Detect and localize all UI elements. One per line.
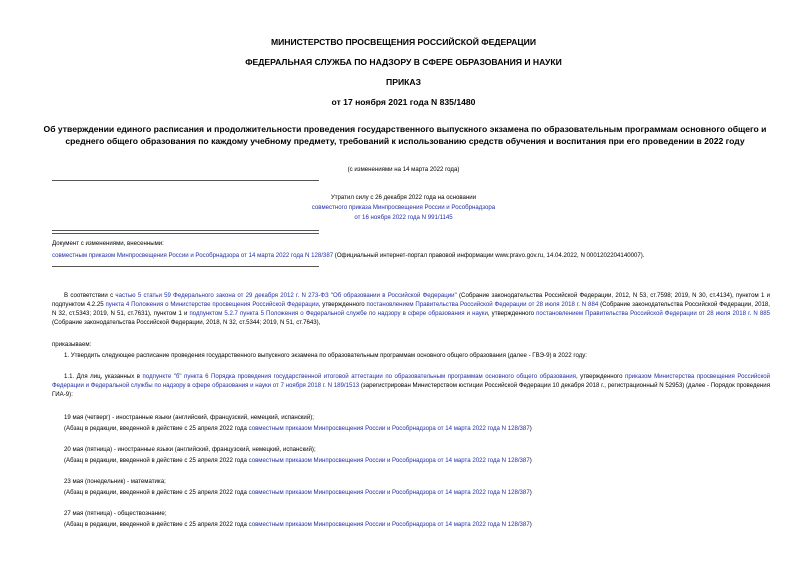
schedule-entry: 23 мая (понедельник) - математика;	[64, 478, 166, 485]
law-273-link[interactable]: частью 5 статьи 59 Федерального закона от 29 декабря 2012 г. N 273-ФЗ "Об образовании в Российской Федерации"	[115, 292, 457, 299]
service-regulation-link[interactable]: подпунктом 5.2.7 пункта 5 Положения о Федеральной службе по надзору в сфере образования и науки	[189, 309, 488, 317]
lost-force-block	[0, 193, 807, 223]
item-1-1-text: (зарегистрирован Министерством юстиции Российской Федерации 10 декабря 2018 г., регистрационный N 52953) (далее - Порядок проведения ГИА-9):	[52, 381, 770, 398]
resolution-885-link[interactable]: постановлением Правительства Российской Федерации от 28 июля 2018 г. N 885	[536, 309, 770, 317]
lost-force-text: Утратил силу с 26 декабря 2022 года на основании	[330, 194, 477, 201]
order-word: приказываем:	[52, 341, 92, 348]
order-189-1513-link[interactable]: приказом Министерства просвещения Российской Федерации и Федеральной службы по надзору в сфере образования и науки от 7 ноября 2018 г. N 189/1513	[52, 373, 771, 389]
edit-note	[64, 457, 782, 466]
edit-note-text: )	[529, 425, 532, 432]
edit-note-link[interactable]: совместным приказом Минпросвещения России и Рособрнадзора от 14 марта 2022 года N 128/387	[248, 457, 530, 464]
schedule-entry: 27 мая (пятница) - обществознание;	[64, 510, 167, 517]
doc-type-heading: ПРИКАЗ	[386, 77, 421, 87]
changes-doc-source: (Официальный интернет-портал правовой информации www.pravo.gov.ru, 14.04.2022, N 0001202204140007).	[333, 252, 645, 259]
divider-line	[52, 233, 319, 234]
item-1-1-paragraph	[52, 373, 770, 400]
changes-doc-label: Документ с изменениями, внесенными:	[52, 240, 164, 247]
preamble-text: , утвержденного	[487, 309, 537, 317]
edit-note-text: )	[529, 521, 532, 528]
edit-note-link[interactable]: совместным приказом Минпросвещения России и Рособрнадзора от 14 марта 2022 года N 128/387	[248, 425, 530, 432]
item-1: 1. Утвердить следующее расписание проведения государственного выпускного экзамена по образовательным программам основного общего образования (далее - ГВЭ-9) в 2022 году:	[64, 352, 588, 359]
changes-doc-link[interactable]: совместным приказом Минпросвещения России и Рособрнадзора от 14 марта 2022 года N 128/387	[52, 252, 334, 259]
preamble-text: (Собрание законодательства Российской Федерации, 2018, N 32, ст.5343; 2019, N 51, ст.7631), пунктом 1 и	[52, 300, 770, 317]
changes-doc-line	[52, 252, 770, 261]
item-1-1-text: , утвержденного	[575, 373, 626, 380]
preamble-text: (Собрание законодательства Российской Федерации, 2012, N 53, ст.7598; 2019, N 30, ст.4134), пунктом 1 и подпунктом 4.2.25	[52, 292, 770, 308]
date-number-heading: от 17 ноября 2021 года N 835/1480	[331, 97, 476, 107]
edit-note-link[interactable]: совместным приказом Минпросвещения России и Рособрнадзора от 14 марта 2022 года N 128/387	[248, 521, 530, 528]
preamble-text: В соответствии с	[64, 292, 116, 299]
edit-note-text: (Абзац в редакции, введенной в действие с 25 апреля 2022 года	[64, 457, 249, 464]
amendment-note: (с изменениями на 14 марта 2022 года)	[347, 166, 460, 173]
ministry-regulation-link[interactable]: пункта 4 Положения о Министерстве просвещения Российской Федерации	[105, 300, 319, 308]
schedule-entry: 19 мая (четверг) - иностранные языки (английский, французский, немецкий, испанский);	[64, 414, 314, 421]
divider-line	[52, 180, 319, 181]
ministry-heading: МИНИСТЕРСТВО ПРОСВЕЩЕНИЯ РОССИЙСКОЙ ФЕДЕРАЦИИ	[270, 37, 537, 47]
lost-force-link-number[interactable]: от 16 ноября 2022 года N 991/1145	[354, 214, 453, 221]
preamble-text: , утвержденного	[318, 300, 367, 308]
item-1-1-text: 1.1. Для лиц, указанных в	[64, 373, 143, 380]
document-title: Об утверждении единого расписания и продолжительности проведения государственного выпускного экзамена по образовательным программам основного общего и среднего общего образования по каждому учебному предмету, требований к использованию средств обучения и воспитания при его проведении в 2022 году	[43, 124, 767, 146]
edit-note	[64, 489, 782, 498]
edit-note-text: )	[529, 489, 532, 496]
resolution-884-link[interactable]: постановлением Правительства Российской Федерации от 28 июля 2018 г. N 884	[366, 300, 599, 308]
preamble-text: (Собрание законодательства Российской Федерации, 2018, N 32, ст.5344; 2019, N 51, ст.7643),	[52, 318, 321, 326]
gia9-procedure-link[interactable]: подпункте "б" пункта 6 Порядка проведения государственной итоговой аттестации по образовательным программам основного общего образования	[142, 373, 576, 380]
edit-note-link[interactable]: совместным приказом Минпросвещения России и Рособрнадзора от 14 марта 2022 года N 128/387	[248, 489, 530, 496]
service-heading: ФЕДЕРАЛЬНАЯ СЛУЖБА ПО НАДЗОРУ В СФЕРЕ ОБРАЗОВАНИЯ И НАУКИ	[245, 57, 562, 67]
schedule-entry: 20 мая (пятница) - иностранные языки (английский, французский, немецкий, испанский);	[64, 446, 316, 453]
edit-note	[64, 425, 782, 434]
edit-note	[64, 521, 782, 530]
divider-line	[52, 230, 319, 231]
preamble-paragraph	[52, 292, 770, 328]
edit-note-text: (Абзац в редакции, введенной в действие с 25 апреля 2022 года	[64, 425, 249, 432]
edit-note-text: )	[529, 457, 532, 464]
divider-line	[52, 266, 319, 267]
lost-force-link-line[interactable]: совместного приказа Минпросвещения России и Рособрнадзора	[311, 204, 496, 211]
edit-note-text: (Абзац в редакции, введенной в действие с 25 апреля 2022 года	[64, 489, 249, 496]
edit-note-text: (Абзац в редакции, введенной в действие с 25 апреля 2022 года	[64, 521, 249, 528]
